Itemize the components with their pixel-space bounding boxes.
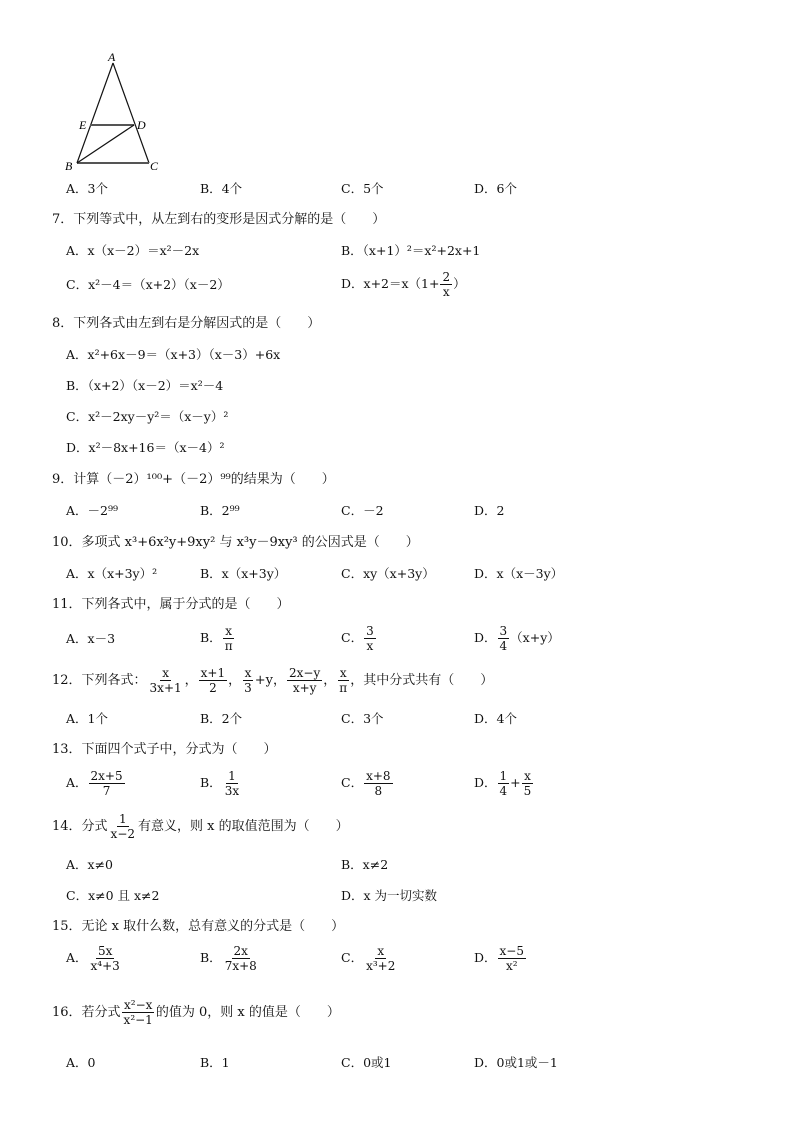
q7-d-prefix: D．x+2＝x（1+ <box>341 276 440 291</box>
q9-option-c: C．－2 <box>341 503 384 518</box>
stem-prefix: 14．分式 <box>52 819 108 834</box>
triangle-figure <box>60 48 170 173</box>
q14-option-b: B．x≠2 <box>341 857 389 872</box>
separator: ， <box>323 673 337 688</box>
fraction <box>223 624 235 653</box>
q11-option-a: A．x－3 <box>66 631 116 646</box>
numerator: 1 <box>228 769 236 783</box>
fraction <box>364 769 392 798</box>
denominator: π <box>224 639 233 653</box>
denominator: 8 <box>374 784 383 798</box>
q15-option-c <box>341 944 398 973</box>
fraction-2 <box>522 769 534 798</box>
fraction-1 <box>148 666 184 695</box>
q10-option-b: B．x（x+3y） <box>200 566 287 581</box>
option-label: B． <box>200 775 222 790</box>
fraction-1 <box>498 769 510 798</box>
fraction <box>223 944 259 973</box>
q16-option-b: B．1 <box>200 1055 230 1070</box>
label-c: C <box>150 159 159 173</box>
separator: ， <box>184 673 198 688</box>
q8-stem: 8．下列各式由左到右是分解因式的是（ ） <box>52 316 321 331</box>
separator: ， <box>228 673 242 688</box>
option-label: C． <box>341 950 364 965</box>
numerator: x+1 <box>200 666 226 680</box>
numerator: 3 <box>366 624 374 638</box>
numerator: 2 <box>442 270 451 284</box>
numerator: x <box>339 666 347 680</box>
q15-option-d <box>474 944 527 973</box>
q16-stem <box>52 998 340 1027</box>
denominator: 7x+8 <box>224 959 257 973</box>
fraction <box>89 769 125 798</box>
q9-option-b: B．2⁹⁹ <box>200 503 240 518</box>
q15-option-b <box>200 944 260 973</box>
q7-option-c: C．x²－4＝（x+2）（x－2） <box>66 277 230 292</box>
fraction-5 <box>337 666 349 695</box>
label-a: A <box>108 50 116 64</box>
denominator: 7 <box>102 784 111 798</box>
q14-option-c: C．x≠0 且 x≠2 <box>66 888 160 903</box>
q11-option-c <box>341 624 377 653</box>
denominator: x² <box>505 959 518 973</box>
denominator: 4 <box>499 639 508 653</box>
numerator: x²−x <box>123 998 153 1012</box>
q7-stem: 7．下列等式中，从左到右的变形是因式分解的是（ ） <box>52 212 386 227</box>
fraction-2 <box>199 666 227 695</box>
q13-option-c <box>341 769 394 798</box>
stem-suffix: 的值为 0，则 x 的值是（ ） <box>155 1005 340 1020</box>
numerator: 2x−y <box>289 666 321 680</box>
numerator: x <box>225 624 233 638</box>
numerator: 2x+5 <box>90 769 123 783</box>
q6-option-b: B．4个 <box>200 181 243 196</box>
q12-stem <box>52 666 493 695</box>
numerator: x <box>244 666 252 680</box>
q14-option-d: D．x 为一切实数 <box>341 888 438 903</box>
denominator: 5 <box>523 784 532 798</box>
denominator: x <box>366 639 374 653</box>
separator: ， <box>350 673 364 688</box>
q7-option-a: A．x（x－2）＝x²－2x <box>66 243 200 258</box>
q6-option-c: C．5个 <box>341 181 384 196</box>
numerator: x <box>162 666 169 680</box>
numerator: 5x <box>97 944 113 958</box>
plus-sign: + <box>510 775 521 790</box>
fraction <box>364 624 376 653</box>
label-b: B <box>65 159 73 173</box>
fraction-3 <box>242 666 254 695</box>
option-label: A． <box>66 775 88 790</box>
option-label: D． <box>474 950 497 965</box>
denominator: 2 <box>209 681 217 695</box>
q7-d-suffix: ） <box>453 276 466 291</box>
label-e: E <box>79 118 87 132</box>
q14-option-a: A．x≠0 <box>66 857 114 872</box>
q7-d-fraction <box>440 270 452 299</box>
numerator: x <box>524 769 531 783</box>
denominator: 3x <box>224 784 240 798</box>
numerator: 1 <box>499 769 508 783</box>
q11-option-d <box>474 624 560 653</box>
q11-stem: 11．下列各式中，属于分式的是（ ） <box>52 597 290 612</box>
q8-option-b: B．（x+2）（x－2）＝x²－4 <box>66 378 224 393</box>
denominator: 4 <box>499 784 508 798</box>
denominator: x−2 <box>110 827 136 841</box>
q16-option-d: D．0或1或－1 <box>474 1055 558 1070</box>
q12-option-c: C．3个 <box>341 711 384 726</box>
q11-option-b <box>200 624 236 653</box>
fraction <box>498 944 526 973</box>
q12-option-b: B．2个 <box>200 711 243 726</box>
q16-option-a: A．0 <box>66 1055 96 1070</box>
option-label: B． <box>200 950 222 965</box>
q13-option-b <box>200 769 242 798</box>
q6-option-d: D．6个 <box>474 181 517 196</box>
q6-option-a: A．3个 <box>66 181 108 196</box>
q9-option-a: A．－2⁹⁹ <box>66 503 119 518</box>
fraction <box>498 624 510 653</box>
denominator: x <box>442 285 450 299</box>
option-label: C． <box>341 775 364 790</box>
numerator: 3 <box>499 624 508 638</box>
numerator: x−5 <box>499 944 524 958</box>
fraction <box>89 944 122 973</box>
q10-option-a: A．x（x+3y）² <box>66 566 158 581</box>
denominator: x²−1 <box>123 1013 153 1027</box>
denominator: x³+2 <box>366 959 396 973</box>
stem-suffix: 有意义，则 x 的取值范围为（ ） <box>138 819 349 834</box>
q10-option-c: C．xy（x+3y） <box>341 566 435 581</box>
stem-prefix: 16．若分式 <box>52 1005 121 1020</box>
denominator: x⁴+3 <box>90 959 120 973</box>
numerator: x+8 <box>366 769 391 783</box>
q7-option-b: B．（x+1）²＝x²+2x+1 <box>341 243 481 258</box>
denominator: π <box>339 681 348 695</box>
q8-option-a: A．x²+6x－9＝（x+3）（x－3）+6x <box>66 347 281 362</box>
q9-option-d: D．2 <box>474 503 505 518</box>
option-label: D． <box>474 630 497 645</box>
separator: +y， <box>254 673 287 688</box>
q8-option-d: D．x²－8x+16＝（x－4）² <box>66 440 225 455</box>
q13-stem: 13．下面四个式子中，分式为（ ） <box>52 742 277 757</box>
denominator: 3 <box>244 681 252 695</box>
q15-option-a <box>66 944 123 973</box>
q9-stem: 9．计算（－2）¹⁰⁰+（－2）⁹⁹的结果为（ ） <box>52 472 335 487</box>
stem-prefix: 12．下列各式： <box>52 673 147 688</box>
fraction <box>109 812 137 841</box>
q15-stem: 15．无论 x 取什么数，总有意义的分式是（ ） <box>52 919 345 934</box>
q14-stem <box>52 812 349 841</box>
q16-option-c: C．0或1 <box>341 1055 392 1070</box>
option-label: A． <box>66 950 88 965</box>
option-label: B． <box>200 630 222 645</box>
q10-option-d: D．x（x－3y） <box>474 566 564 581</box>
numerator: x <box>377 944 385 958</box>
option-suffix: （x+y） <box>510 630 560 645</box>
fraction-4 <box>287 666 322 695</box>
numerator: 2x <box>233 944 248 958</box>
q7-option-d <box>341 270 466 299</box>
numerator: 1 <box>118 812 127 826</box>
q10-stem: 10．多项式 x³+6x²y+9xy² 与 x³y－9xy³ 的公因式是（ ） <box>52 535 419 550</box>
denominator: 3x+1 <box>149 681 182 695</box>
q8-option-c: C．x²－2xy－y²＝（x－y）² <box>66 409 229 424</box>
q13-option-a <box>66 769 126 798</box>
denominator: x+y <box>292 681 317 695</box>
stem-suffix: 其中分式共有（ ） <box>363 673 494 688</box>
q12-option-d: D．4个 <box>474 711 517 726</box>
label-d: D <box>137 118 146 132</box>
q13-option-d <box>474 769 534 798</box>
option-label: D． <box>474 775 497 790</box>
q12-option-a: A．1个 <box>66 711 108 726</box>
fraction <box>364 944 397 973</box>
option-label: C． <box>341 630 364 645</box>
fraction <box>122 998 155 1027</box>
fraction <box>223 769 241 798</box>
